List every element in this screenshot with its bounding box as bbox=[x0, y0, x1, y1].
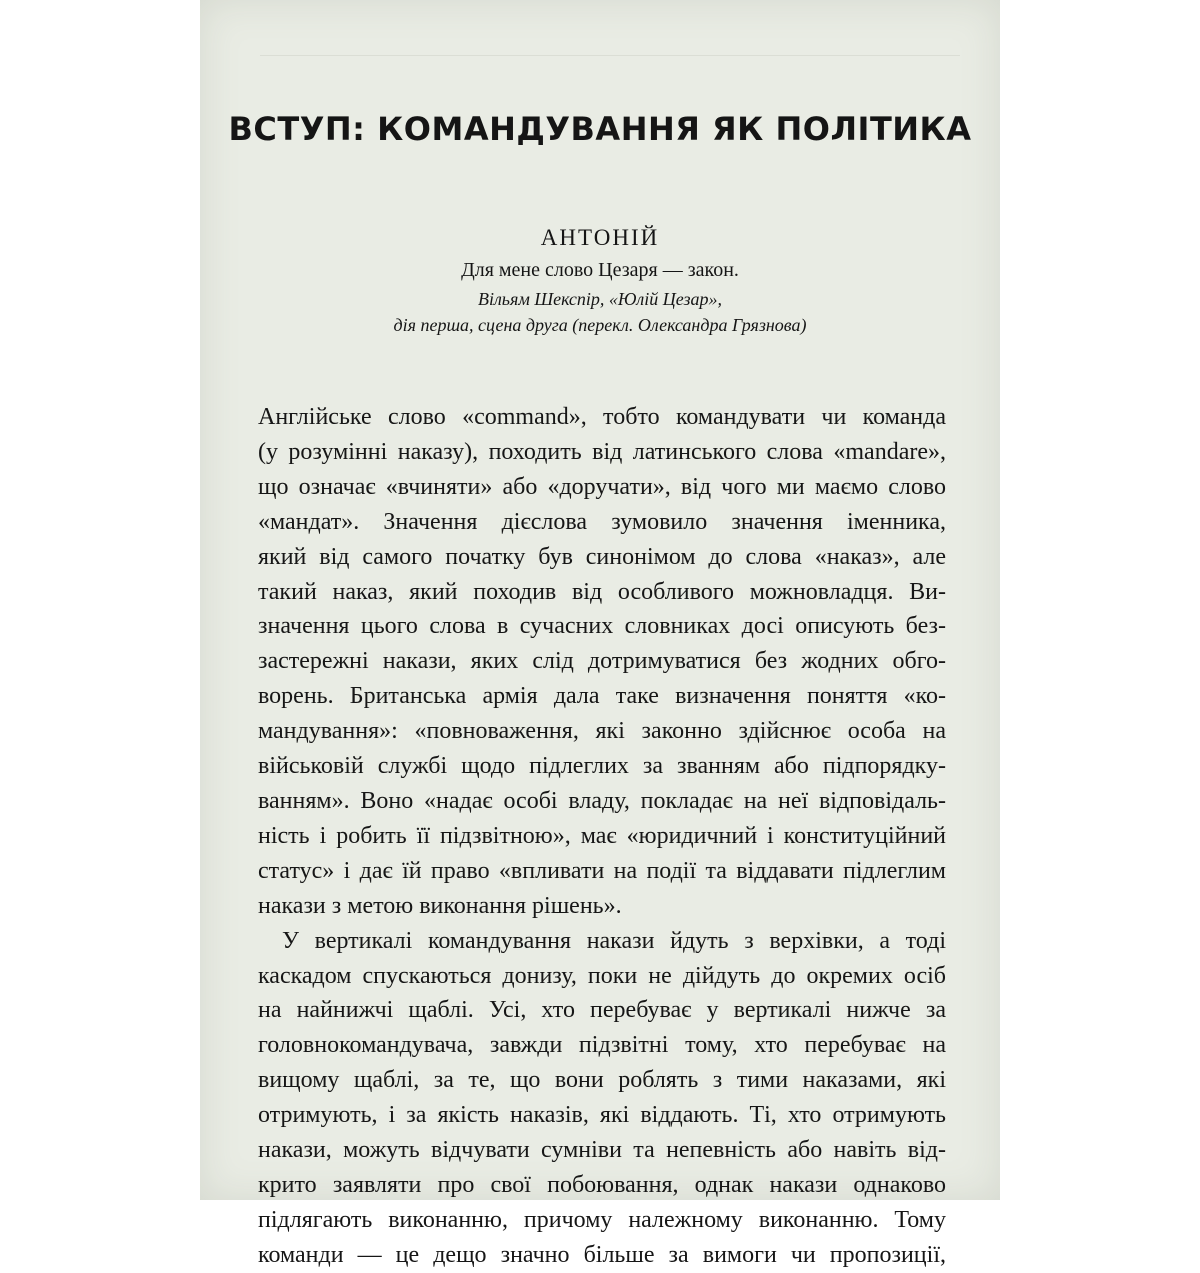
text-line-last: накази з метою виконання рішень». bbox=[258, 892, 622, 919]
text-line: «мандат». Значення дієслова зумовило значення іменника, bbox=[258, 508, 946, 535]
text-line: крито заявляти про свої побоювання, однак накази однаково bbox=[258, 1171, 946, 1198]
text-line: Англійське слово «command», тобто командувати чи команда bbox=[258, 404, 946, 430]
text-line: ванням». Воно «надає особі владу, покладає на неї відповідаль- bbox=[258, 787, 946, 814]
epigraph-speaker: АНТОНІЙ bbox=[540, 225, 660, 250]
book-page bbox=[200, 0, 1000, 1268]
text-line: команди — це дещо значно більше за вимоги чи пропозиції, bbox=[258, 1241, 946, 1268]
text-line: значення цього слова в сучасних словниках досі описують без- bbox=[258, 613, 946, 640]
text-line: головнокомандувача, завжди підзвітні тому, хто перебуває на bbox=[258, 1032, 946, 1059]
text-line: каскадом спускаються донизу, поки не дійдуть до окремих осіб bbox=[258, 962, 946, 989]
text-line: мандування»: «повноваження, які законно здійснює особа на bbox=[258, 718, 946, 745]
paragraph-2 bbox=[258, 924, 946, 1273]
text-line: застережні накази, яких слід дотримуватися без жодних обго- bbox=[258, 648, 946, 675]
text-line: накази, можуть відчувати сумніви та непевність або навіть від- bbox=[258, 1137, 946, 1164]
paragraph-1 bbox=[258, 400, 946, 924]
text-line: ність і робить її підзвітною», має «юридичний і конституційний bbox=[258, 822, 946, 849]
bleed-through-header bbox=[260, 55, 960, 76]
text-line: який від самого початку був синонімом до слова «наказ», але bbox=[258, 543, 946, 570]
epigraph-source-line-1: Вільям Шекспір, «Юлій Цезар», bbox=[477, 289, 723, 309]
text-line: підлягають виконанню, причому належному виконанню. Тому bbox=[258, 1206, 946, 1233]
text-line: вищому щаблі, за те, що вони роблять з тими наказами, які bbox=[258, 1067, 946, 1094]
text-line: що означає «вчиняти» або «доручати», від чого ми маємо слово bbox=[258, 473, 946, 500]
text-line: військовій службі щодо підлеглих за званням або підпорядку- bbox=[258, 753, 946, 780]
text-line: отримують, і за якість наказів, які віддають. Ті, хто отримують bbox=[258, 1102, 946, 1129]
epigraph bbox=[200, 222, 1000, 338]
epigraph-source-line-2: дія перша, сцена друга (перекл. Олександра Грязнова) bbox=[393, 315, 807, 335]
text-line: статус» і дає їй право «впливати на події та віддавати підлеглим bbox=[258, 857, 946, 884]
text-line-first: У вертикалі командування накази йдуть з верхівки, а тоді bbox=[282, 927, 946, 954]
text-line: на найнижчі щаблі. Усі, хто перебуває у вертикалі нижче за bbox=[258, 997, 946, 1024]
text-line: ворень. Британська армія дала таке визначення поняття «ко- bbox=[258, 683, 946, 710]
text-line: такий наказ, який походив від особливого можновладця. Ви- bbox=[258, 578, 946, 605]
epigraph-quote: Для мене слово Цезаря — закон. bbox=[461, 259, 739, 281]
body-text bbox=[258, 400, 946, 1273]
text-line: (у розумінні наказу), походить від латинського слова «mandare», bbox=[258, 438, 946, 465]
chapter-title: ВСТУП: КОМАНДУВАННЯ ЯК ПОЛІТИКА bbox=[228, 110, 972, 148]
